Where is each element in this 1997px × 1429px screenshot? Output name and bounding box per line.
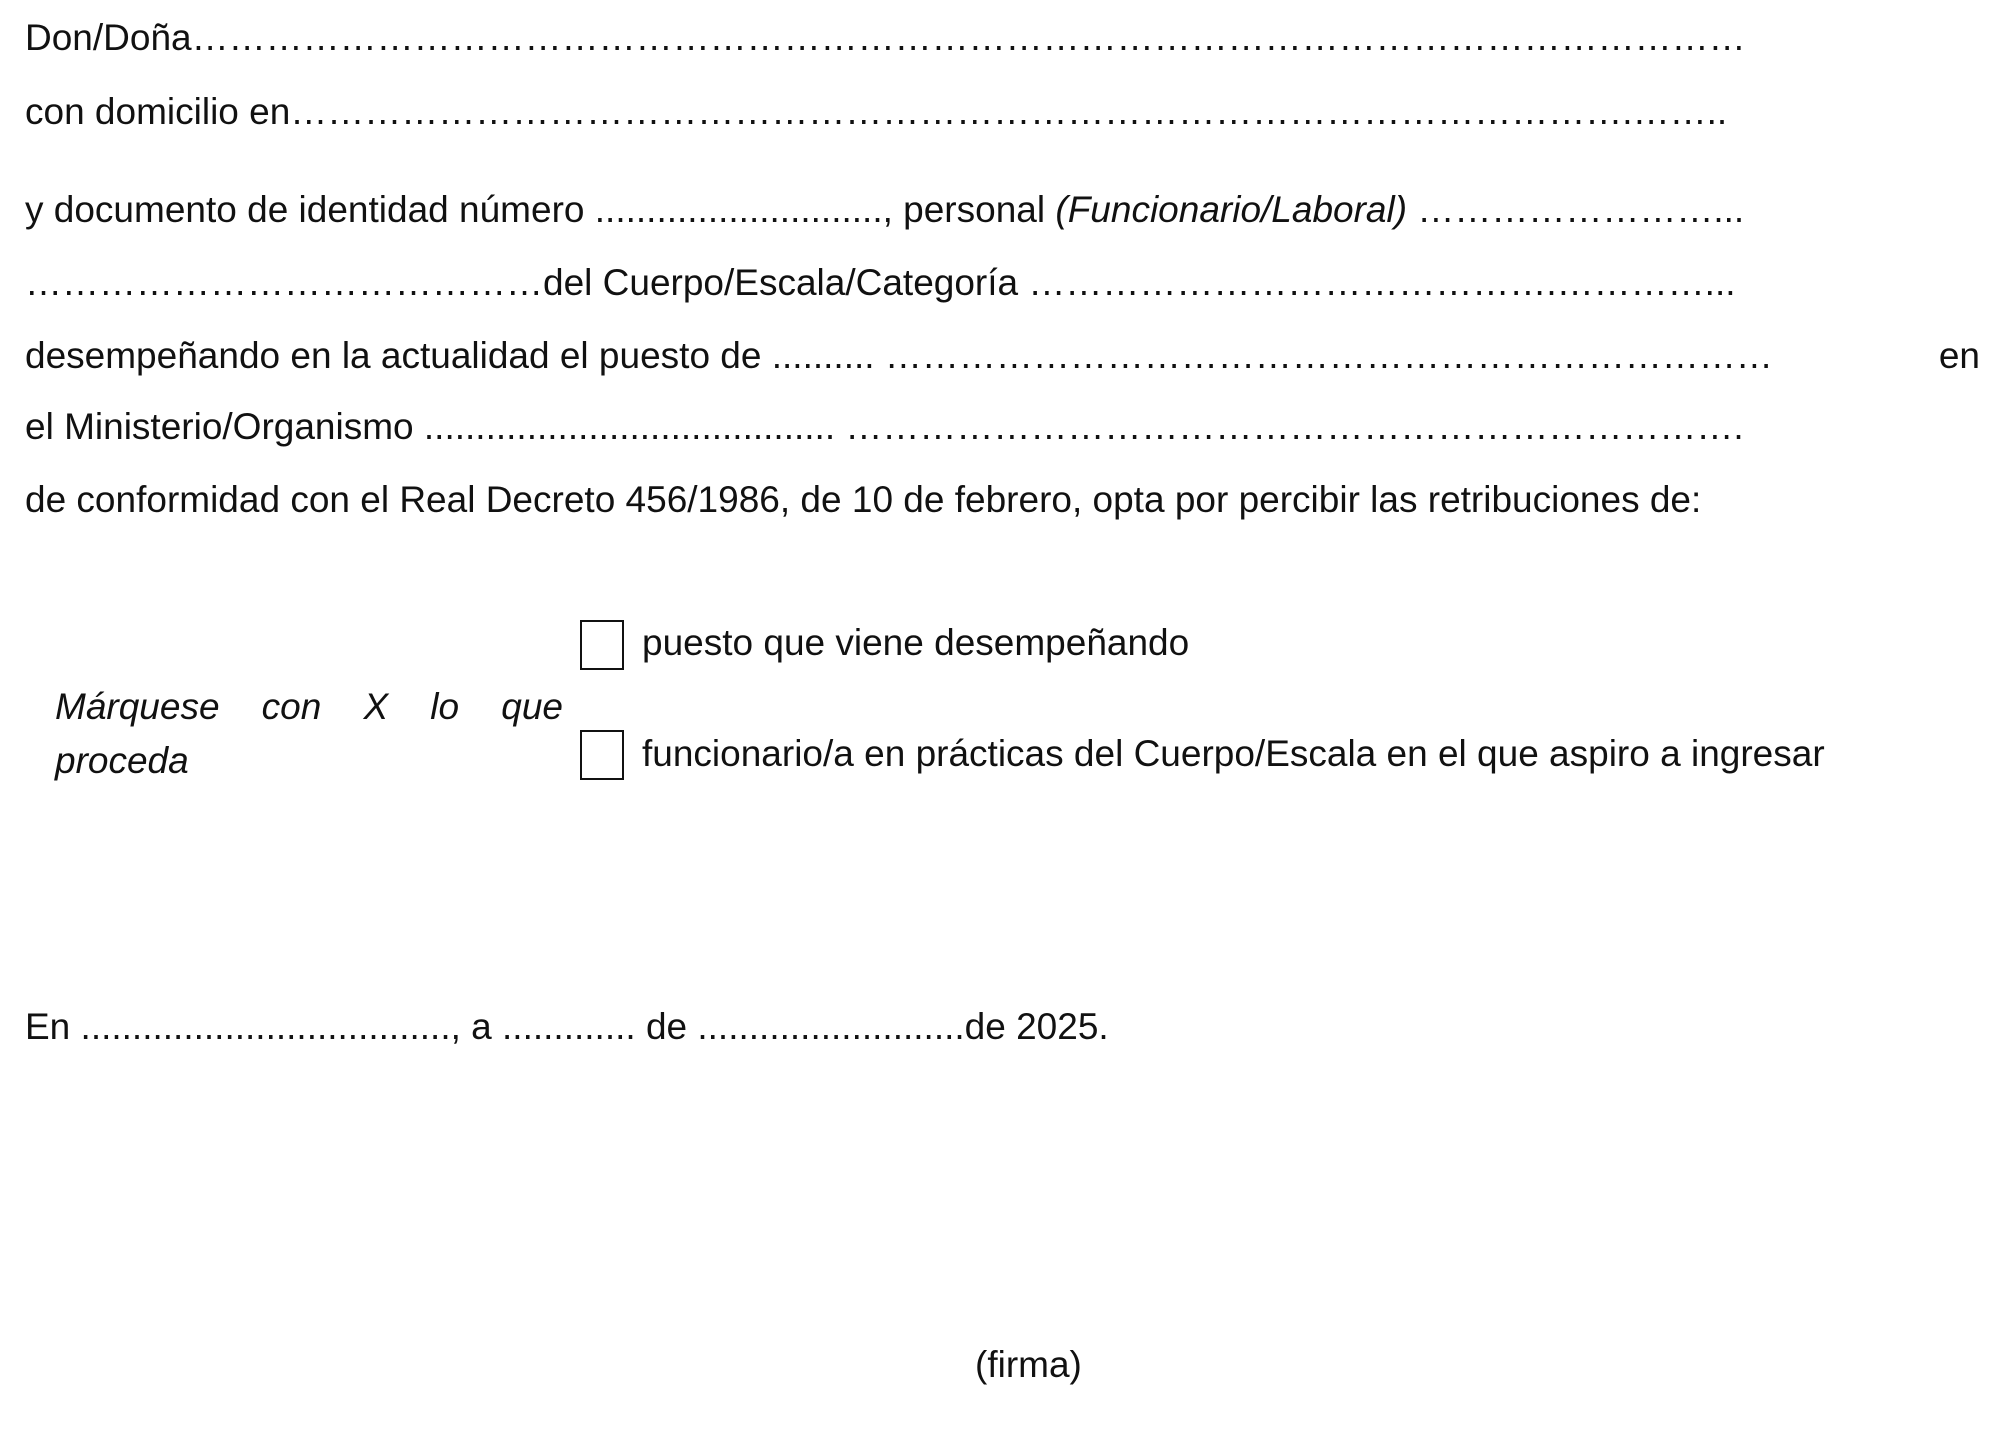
- position-line: [25, 333, 1980, 379]
- decree-line: de conformidad con el Real Decreto 456/1986, de 10 de febrero, opta por percibir las retribuciones de:: [25, 479, 1702, 520]
- note-word: con: [261, 686, 322, 727]
- mark-instruction-line-2: proceda: [55, 740, 189, 781]
- name-line: Don/Doña………………………………………………………………………………………………………………: [25, 17, 1746, 58]
- identity-line-prefix: y documento de identidad número ............................, personal: [25, 189, 1056, 230]
- identity-line-suffix: ……………………...: [1407, 189, 1745, 230]
- signature-label: (firma): [975, 1344, 1082, 1385]
- note-word: X: [363, 686, 389, 727]
- address-line: con domicilio en……………………………………………………………………………………………….……..: [25, 91, 1728, 132]
- note-word: Márquese: [55, 686, 220, 727]
- note-word: lo: [430, 686, 460, 727]
- corps-line: ……………………………………del Cuerpo/Escala/Categoría …………………………………….…………...: [25, 262, 1736, 303]
- trainee-checkbox[interactable]: [580, 730, 624, 780]
- note-word: que: [501, 686, 563, 727]
- ministry-line: el Ministerio/Organismo ........................................ ……………………………………………………………….: [25, 406, 1744, 447]
- current-post-label: puesto que viene desempeñando: [642, 622, 1190, 663]
- position-line-end: en: [1938, 335, 1980, 376]
- mark-instruction-line-1: [55, 680, 563, 734]
- identity-line: [25, 187, 1744, 233]
- current-post-checkbox[interactable]: [580, 620, 624, 670]
- trainee-label: funcionario/a en prácticas del Cuerpo/Escala en el que aspiro a ingresar: [642, 733, 1825, 774]
- mark-instruction-note: [55, 680, 563, 788]
- staff-type-label: (Funcionario/Laboral): [1055, 189, 1408, 230]
- position-line-text: desempeñando en la actualidad el puesto de .......... ………………………………………………………………: [25, 335, 1773, 376]
- date-line: En ...................................., a ............. de ..........................de 2025.: [25, 1006, 1109, 1047]
